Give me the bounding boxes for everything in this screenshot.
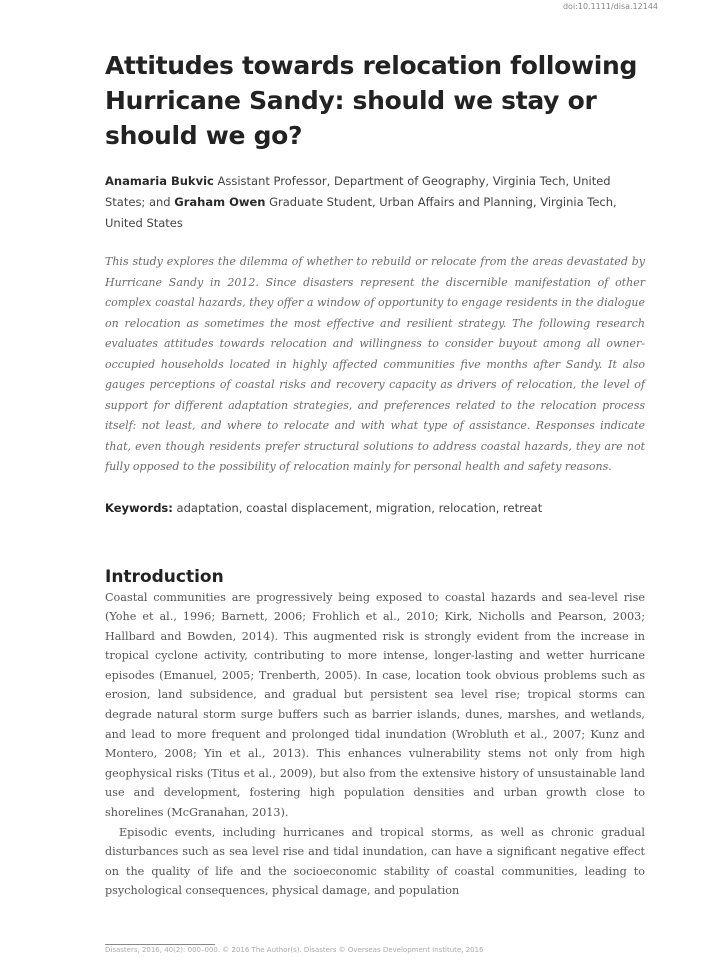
intro-paragraph-1: Coastal communities are progressively being exposed to coastal hazards and sea-level rise (Yohe et al., 1996; Barnett, 2006; Frohlich et al., 2010; Kirk, Nicholls and Pearson, 2003; Hallbard and Bowden, 2014). This augmented risk is strongly evident from the increase in tropical cyclone activity, contributing to more intense, longer-lasting and wetter hurricane episodes (Emanuel, 2005; Trenberth, 2005). In case, location took obvious problems such as erosion, land subsidence, and gradual but persistent sea level rise; tropical storms can degrade natural storm surge buffers such as barrier islands, dunes, marshes, and wetlands, and lead to more frequent and prolonged tidal inundation (Wrobluth et al., 2007; Kunz and Montero, 2008; Yin et al., 2013). This enhances vulnerability stems not only from high geophysical risks (Titus et al., 2009), but also from the extensive history of unsustainable land use and development, fostering high population densities and urban growth close to shorelines (McGranahan, 2013). bbox=[105, 590, 645, 820]
keywords-label: Keywords: bbox=[105, 500, 173, 515]
section-heading-introduction: Introduction bbox=[105, 566, 224, 587]
author-affiliation-2: Graduate Student, Urban Affairs and Planning, Virginia Tech, United States bbox=[105, 195, 617, 230]
intro-paragraph-2: Episodic events, including hurricanes and tropical storms, as well as chronic gradual disturbances such as sea level rise and tidal inundation, can have a significant negative effect on the quality of life and the socioeconomic stability of coastal communities, leading to psychological consequences, physical damage, and population bbox=[105, 825, 645, 898]
article-title: Attitudes towards relocation following Hurricane Sandy: should we stay or should we go? bbox=[105, 51, 638, 150]
footer-citation: Disasters, 2016, 40(2): 000–000. © 2016 The Author(s). Disasters © Overseas Development Institute, 2016 bbox=[105, 946, 484, 954]
author-name-1: Anamaria Bukvic bbox=[105, 174, 214, 188]
article-page bbox=[105, 48, 645, 901]
keywords bbox=[105, 498, 645, 518]
author-block bbox=[105, 171, 645, 234]
abstract: This study explores the dilemma of whether to rebuild or relocate from the areas devastated by Hurricane Sandy in 2012. Since disasters represent the discernible manifestation of other complex coastal hazards, they offer a window of opportunity to engage residents in the dialogue on relocation as sometimes the most effective and resilient strategy. The following research evaluates attitudes towards relocation and willingness to consider buyout among all owner-occupied households located in highly affected communities five months after Sandy. It also gauges perceptions of coastal risks and recovery capacity as drivers of relocation, the level of support for different adaptation strategies, and preferences related to the relocation process itself: not least, and where to relocate and with what type of assistance. Responses indicate that, even though residents prefer structural solutions to address coastal hazards, they are not fully opposed to the possibility of relocation mainly for personal health and safety reasons. bbox=[105, 255, 645, 473]
author-affiliation-1: Assistant Professor, Department of Geography, Virginia Tech, United States; and bbox=[105, 174, 611, 209]
author-name-2: Graham Owen bbox=[174, 195, 266, 209]
keywords-list: adaptation, coastal displacement, migration, relocation, retreat bbox=[172, 500, 543, 515]
header-doc-ref: doi:10.1111/disa.12144 bbox=[562, 2, 658, 11]
footer-divider bbox=[105, 944, 215, 945]
